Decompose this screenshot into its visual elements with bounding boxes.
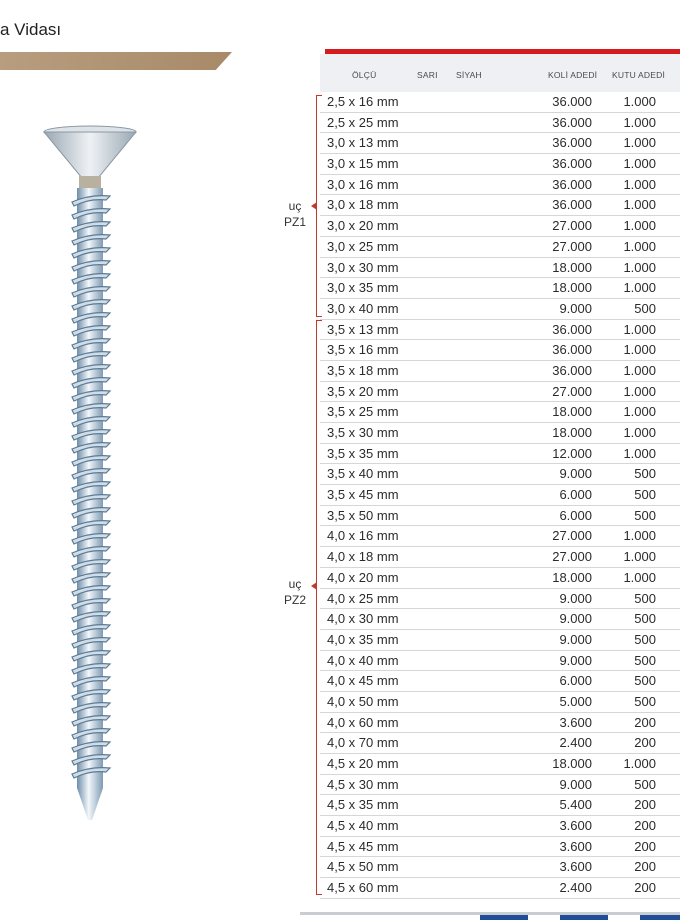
cell-size: 4,0 x 35 mm: [327, 631, 399, 647]
screw-image: [30, 120, 150, 825]
cell-kutu: 1.000: [623, 114, 656, 130]
cell-koli: 2.400: [559, 880, 592, 896]
cell-koli: 6.000: [559, 507, 592, 523]
table-row: [320, 857, 680, 878]
cell-kutu: 1.000: [623, 218, 656, 234]
table-row: [320, 195, 680, 216]
cell-koli: 18.000: [552, 280, 592, 296]
header-yellow: SARI: [417, 70, 438, 80]
cell-kutu: 500: [634, 466, 656, 482]
table-row: [320, 258, 680, 279]
cell-koli: 5.400: [559, 797, 592, 813]
cell-size: 4,5 x 30 mm: [327, 776, 399, 792]
cell-size: 4,0 x 25 mm: [327, 590, 399, 606]
group-bracket-pz1: [316, 95, 325, 317]
cell-kutu: 200: [634, 838, 656, 854]
cell-size: 3,5 x 45 mm: [327, 487, 399, 503]
cell-size: 4,0 x 70 mm: [327, 735, 399, 751]
cell-koli: 36.000: [552, 156, 592, 172]
cell-koli: 9.000: [559, 466, 592, 482]
table-row: [320, 713, 680, 734]
table-row: [320, 113, 680, 134]
cell-kutu: 1.000: [623, 197, 656, 213]
cell-koli: 36.000: [552, 176, 592, 192]
table-row: [320, 444, 680, 465]
cell-kutu: 1.000: [623, 549, 656, 565]
cell-kutu: 1.000: [623, 342, 656, 358]
cell-size: 3,0 x 13 mm: [327, 135, 399, 151]
cell-size: 4,5 x 40 mm: [327, 818, 399, 834]
cell-size: 4,5 x 60 mm: [327, 880, 399, 896]
cell-kutu: 1.000: [623, 383, 656, 399]
table-row: [320, 175, 680, 196]
cell-kutu: 500: [634, 590, 656, 606]
group-label-pz2: uç PZ2: [283, 577, 306, 607]
table-row: [320, 320, 680, 341]
group-arrow-pz1: [311, 202, 317, 210]
footer-tab: [480, 915, 528, 920]
table-row: [320, 671, 680, 692]
cell-kutu: 1.000: [623, 756, 656, 771]
table-row: [320, 609, 680, 630]
table-row: [320, 423, 680, 444]
cell-koli: 3.600: [559, 714, 592, 730]
cell-size: 4,5 x 35 mm: [327, 797, 399, 813]
table-row: [320, 589, 680, 610]
table-row: [320, 382, 680, 403]
cell-koli: 36.000: [552, 135, 592, 151]
table-row: [320, 92, 680, 113]
table-row: [320, 775, 680, 796]
cell-size: 4,0 x 45 mm: [327, 673, 399, 689]
cell-kutu: 1.000: [623, 321, 656, 337]
cell-kutu: 1.000: [623, 362, 656, 378]
cell-koli: 27.000: [552, 238, 592, 254]
screw-size-table: [320, 92, 680, 899]
cell-koli: 18.000: [552, 259, 592, 275]
decorative-tan-bar: [0, 52, 232, 70]
cell-koli: 36.000: [552, 114, 592, 130]
cell-kutu: 500: [634, 631, 656, 647]
cell-koli: 36.000: [552, 197, 592, 213]
cell-size: 3,5 x 30 mm: [327, 425, 399, 440]
table-row: [320, 795, 680, 816]
cell-koli: 36.000: [552, 362, 592, 378]
cell-koli: 3.600: [559, 838, 592, 854]
cell-kutu: 500: [634, 611, 656, 627]
cell-size: 4,0 x 20 mm: [327, 569, 399, 585]
cell-kutu: 1.000: [623, 280, 656, 296]
cell-size: 4,0 x 18 mm: [327, 549, 399, 565]
cell-koli: 18.000: [552, 569, 592, 585]
cell-size: 3,0 x 18 mm: [327, 197, 399, 213]
cell-size: 3,0 x 20 mm: [327, 218, 399, 234]
cell-kutu: 1.000: [623, 135, 656, 151]
cell-koli: 3.600: [559, 859, 592, 875]
cell-kutu: 200: [634, 859, 656, 875]
cell-kutu: 200: [634, 880, 656, 896]
cell-size: 3,5 x 20 mm: [327, 383, 399, 399]
cell-size: 3,0 x 15 mm: [327, 156, 399, 172]
cell-kutu: 500: [634, 776, 656, 792]
cell-kutu: 500: [634, 300, 656, 316]
cell-size: 3,5 x 25 mm: [327, 404, 399, 420]
cell-kutu: 1.000: [623, 156, 656, 172]
cell-size: 2,5 x 16 mm: [327, 94, 399, 109]
table-row: [320, 340, 680, 361]
cell-kutu: 1.000: [623, 238, 656, 254]
cell-size: 3,0 x 16 mm: [327, 176, 399, 192]
cell-koli: 9.000: [559, 590, 592, 606]
cell-size: 3,5 x 16 mm: [327, 342, 399, 358]
cell-koli: 18.000: [552, 756, 592, 771]
cell-koli: 36.000: [552, 342, 592, 358]
cell-koli: 9.000: [559, 611, 592, 627]
cell-size: 4,0 x 30 mm: [327, 611, 399, 627]
cell-size: 4,5 x 50 mm: [327, 859, 399, 875]
table-row: [320, 299, 680, 320]
table-row: [320, 878, 680, 899]
cell-kutu: 1.000: [623, 528, 656, 544]
cell-size: 4,0 x 16 mm: [327, 528, 399, 544]
cell-kutu: 1.000: [623, 176, 656, 192]
cell-size: 3,5 x 35 mm: [327, 445, 399, 461]
table-row: [320, 464, 680, 485]
cell-koli: 6.000: [559, 487, 592, 503]
table-row: [320, 133, 680, 154]
cell-kutu: 1.000: [623, 445, 656, 461]
cell-size: 3,0 x 35 mm: [327, 280, 399, 296]
page-title: a Vidası: [0, 20, 62, 39]
cell-kutu: 500: [634, 673, 656, 689]
cell-koli: 36.000: [552, 321, 592, 337]
cell-kutu: 1.000: [623, 569, 656, 585]
group-bracket-pz2: [316, 320, 325, 895]
header-koli: KOLİ ADEDİ: [548, 70, 598, 80]
footer-tab: [640, 915, 680, 920]
cell-kutu: 1.000: [623, 94, 656, 109]
cell-koli: 27.000: [552, 218, 592, 234]
cell-size: 4,0 x 50 mm: [327, 693, 399, 709]
table-row: [320, 506, 680, 527]
cell-koli: 9.000: [559, 652, 592, 668]
header-kutu: KUTU ADEDİ: [612, 70, 666, 80]
table-row: [320, 754, 680, 775]
cell-kutu: 500: [634, 652, 656, 668]
group-arrow-pz2: [311, 582, 317, 590]
cell-koli: 2.400: [559, 735, 592, 751]
cell-kutu: 200: [634, 735, 656, 751]
cell-koli: 6.000: [559, 673, 592, 689]
cell-koli: 27.000: [552, 528, 592, 544]
cell-koli: 5.000: [559, 693, 592, 709]
cell-size: 3,5 x 18 mm: [327, 362, 399, 378]
cell-kutu: 500: [634, 693, 656, 709]
cell-koli: 18.000: [552, 404, 592, 420]
cell-koli: 18.000: [552, 425, 592, 440]
cell-size: 4,5 x 20 mm: [327, 756, 399, 771]
cell-koli: 9.000: [559, 631, 592, 647]
cell-kutu: 200: [634, 714, 656, 730]
table-row: [320, 526, 680, 547]
cell-size: 3,0 x 30 mm: [327, 259, 399, 275]
cell-kutu: 200: [634, 797, 656, 813]
cell-size: 2,5 x 25 mm: [327, 114, 399, 130]
cell-kutu: 1.000: [623, 259, 656, 275]
table-row: [320, 692, 680, 713]
table-row: [320, 547, 680, 568]
cell-size: 3,0 x 40 mm: [327, 300, 399, 316]
table-row: [320, 837, 680, 858]
table-row: [320, 278, 680, 299]
cell-koli: 9.000: [559, 300, 592, 316]
cell-koli: 12.000: [552, 445, 592, 461]
cell-size: 4,5 x 45 mm: [327, 838, 399, 854]
cell-size: 3,5 x 13 mm: [327, 321, 399, 337]
cell-koli: 36.000: [552, 94, 592, 109]
cell-kutu: 500: [634, 507, 656, 523]
table-row: [320, 733, 680, 754]
table-row: [320, 402, 680, 423]
cell-koli: 27.000: [552, 549, 592, 565]
table-row: [320, 361, 680, 382]
cell-size: 3,5 x 50 mm: [327, 507, 399, 523]
table-row: [320, 816, 680, 837]
cell-koli: 27.000: [552, 383, 592, 399]
header-black: SİYAH: [456, 70, 482, 80]
header-size: ÖLÇÜ: [352, 70, 377, 80]
cell-size: 3,5 x 40 mm: [327, 466, 399, 482]
cell-koli: 3.600: [559, 818, 592, 834]
table-row: [320, 216, 680, 237]
group-label-pz1: uç PZ1: [283, 199, 306, 229]
table-row: [320, 568, 680, 589]
table-row: [320, 651, 680, 672]
cell-size: 4,0 x 40 mm: [327, 652, 399, 668]
cell-kutu: 500: [634, 487, 656, 503]
cell-size: 3,0 x 25 mm: [327, 238, 399, 254]
cell-koli: 9.000: [559, 776, 592, 792]
table-row: [320, 154, 680, 175]
cell-size: 4,0 x 60 mm: [327, 714, 399, 730]
table-row: [320, 485, 680, 506]
cell-kutu: 1.000: [623, 425, 656, 440]
table-row: [320, 630, 680, 651]
cell-kutu: 200: [634, 818, 656, 834]
table-row: [320, 237, 680, 258]
cell-kutu: 1.000: [623, 404, 656, 420]
footer-tab: [560, 915, 608, 920]
